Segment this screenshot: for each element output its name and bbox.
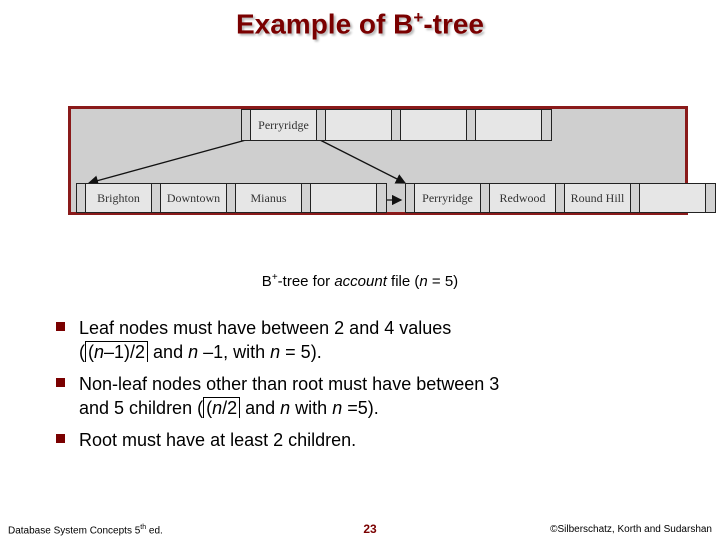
key-cell [476, 110, 542, 140]
bullet-text: and [148, 342, 189, 362]
pointer-cell [242, 110, 251, 140]
pointer-cell [406, 184, 415, 212]
bullet-text-line [79, 396, 676, 420]
key-cell: Brighton [86, 184, 152, 212]
footer-left [8, 524, 163, 536]
ceiling-variable: n [94, 342, 105, 362]
pointer-cell [631, 184, 640, 212]
caption-text: file ( [386, 273, 420, 290]
ceiling-expression [85, 341, 148, 362]
pointer-cell [377, 184, 386, 212]
footer-superscript: th [140, 524, 147, 531]
bullet-text: Root must have at least 2 children. [79, 430, 357, 450]
bullet-text: with [290, 398, 333, 418]
bullet-text: and 5 children ( [79, 398, 204, 418]
pointer-cell [706, 184, 715, 212]
caption-italic: n [419, 273, 428, 290]
bullet-text-line [79, 340, 676, 364]
bullet-item [56, 372, 676, 420]
pointer-cell [467, 110, 476, 140]
caption-italic: account [334, 273, 387, 290]
pointer-cell [317, 110, 326, 140]
key-cell [326, 110, 392, 140]
bullet-square-icon [56, 322, 65, 331]
caption-text: -tree for [277, 273, 335, 290]
leaf-node-1 [76, 183, 387, 213]
root-pointer-right [320, 140, 405, 183]
pointer-cell [542, 110, 551, 140]
key-cell [401, 110, 467, 140]
key-cell: Perryridge [415, 184, 481, 212]
bullet-variable: n [188, 342, 199, 362]
bullet-text: = 5). [280, 342, 322, 362]
slide-title [0, 8, 720, 40]
bullet-variable: n [280, 398, 291, 418]
pointer-cell [152, 184, 161, 212]
pointer-cell [227, 184, 236, 212]
title-superscript: + [413, 8, 424, 27]
title-text: Example of B [235, 8, 414, 40]
footer-text: Database System Concepts 5 [8, 525, 141, 537]
key-cell [640, 184, 706, 212]
bullet-variable: n [270, 342, 281, 362]
bullet-square-icon [56, 378, 65, 387]
bullet-list [56, 316, 676, 460]
ceiling-text: ( [206, 398, 213, 418]
caption-superscript: + [271, 272, 278, 283]
bullet-text: =5). [342, 398, 379, 418]
ceiling-expression [203, 397, 240, 418]
key-cell: Mianus [236, 184, 302, 212]
ceiling-text: –1)/2 [104, 342, 146, 362]
ceiling-variable: n [212, 398, 223, 418]
bullet-item [56, 316, 676, 364]
bullet-text: ( [79, 342, 85, 362]
root-node [241, 109, 552, 141]
key-cell: Perryridge [251, 110, 317, 140]
caption-text: B [261, 273, 272, 290]
bullet-variable: n [332, 398, 343, 418]
key-cell: Redwood [490, 184, 556, 212]
page-number: 23 [363, 522, 377, 536]
footer-right: ©Silberschatz, Korth and Sudarshan [550, 524, 712, 535]
ceiling-text: ( [88, 342, 94, 362]
btree-figure [68, 106, 688, 215]
key-cell: Downtown [161, 184, 227, 212]
figure-caption [0, 272, 720, 290]
pointer-cell [392, 110, 401, 140]
title-tail: -tree [423, 8, 485, 40]
bullet-text: Non-leaf nodes other than root must have between 3 [79, 374, 500, 394]
caption-text: = 5) [427, 273, 459, 290]
pointer-cell [556, 184, 565, 212]
pointer-cell [302, 184, 311, 212]
bullet-item [56, 428, 676, 452]
bullet-text: and [240, 398, 281, 418]
pointer-cell [481, 184, 490, 212]
key-cell: Round Hill [565, 184, 631, 212]
ceiling-text: /2 [222, 398, 238, 418]
key-cell [311, 184, 377, 212]
bullet-square-icon [56, 434, 65, 443]
pointer-cell [77, 184, 86, 212]
leaf-node-2 [405, 183, 716, 213]
footer-text: ed. [146, 525, 163, 537]
bullet-text: –1, with [198, 342, 271, 362]
root-pointer-left [89, 140, 246, 183]
bullet-text: Leaf nodes must have between 2 and 4 values [79, 318, 452, 338]
